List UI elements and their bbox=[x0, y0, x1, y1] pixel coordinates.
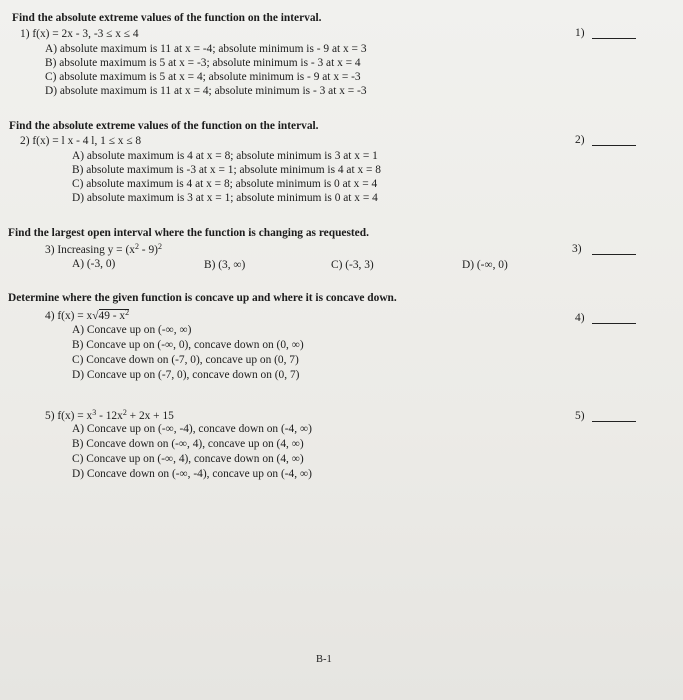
radicand: $49 - x^2$ bbox=[98, 308, 130, 322]
option-5c: C) Concave up on (-∞, 4), concave down on (4, ∞) bbox=[72, 453, 304, 465]
option-5b: B) Concave down on (-∞, 4), concave up on (4, ∞) bbox=[72, 438, 304, 450]
answer-1-blank[interactable] bbox=[592, 38, 636, 39]
option-2a: A) absolute maximum is 4 at x = 8; absolute minimum is 3 at x = 1 bbox=[72, 150, 378, 162]
question-1-label: 1) bbox=[20, 28, 30, 40]
question-1-text: f(x) = 2x - 3, -3 ≤ x ≤ 4 bbox=[32, 28, 139, 40]
option-2c: C) absolute maximum is 4 at x = 8; absolute minimum is 0 at x = 4 bbox=[72, 178, 378, 190]
option-4a: A) Concave up on (-∞, ∞) bbox=[72, 324, 192, 336]
question-5-label: 5) bbox=[45, 410, 55, 422]
question-2-text: f(x) = l x - 4 l, 1 ≤ x ≤ 8 bbox=[32, 135, 142, 147]
answer-4-label: 4) bbox=[575, 312, 585, 324]
option-1b: B) absolute maximum is 5 at x = -3; absolute minimum is - 3 at x = 4 bbox=[45, 57, 361, 69]
answer-5-label: 5) bbox=[575, 410, 585, 422]
option-2b: B) absolute maximum is -3 at x = 1; absolute minimum is 4 at x = 8 bbox=[72, 164, 381, 176]
instruction-1: Find the absolute extreme values of the function on the interval. bbox=[12, 12, 322, 24]
question-3: 3) Increasing $y = (x^2 - 9)^2$ bbox=[45, 242, 162, 256]
question-4-label: 4) bbox=[45, 310, 55, 322]
question-3-label: 3) bbox=[45, 244, 55, 256]
question-2-label: 2) bbox=[20, 135, 30, 147]
question-1 bbox=[20, 28, 139, 40]
answer-1-label: 1) bbox=[575, 27, 585, 39]
question-2 bbox=[20, 135, 141, 147]
option-5d: D) Concave down on (-∞, -4), concave up on (-4, ∞) bbox=[72, 468, 312, 480]
option-4b: B) Concave up on (-∞, 0), concave down on (0, ∞) bbox=[72, 339, 304, 351]
option-2d: D) absolute maximum is 3 at x = 1; absolute minimum is 0 at x = 4 bbox=[72, 192, 378, 204]
option-3d: D) (-∞, 0) bbox=[462, 259, 508, 271]
answer-5-blank[interactable] bbox=[592, 421, 636, 422]
option-4d: D) Concave up on (-7, 0), concave down on (0, 7) bbox=[72, 369, 300, 381]
option-3a: A) (-3, 0) bbox=[72, 258, 116, 270]
question-4: 4) $f(x) = x√49 - x^2$ bbox=[45, 308, 130, 322]
answer-4-blank[interactable] bbox=[592, 323, 636, 324]
option-4c: C) Concave down on (-7, 0), concave up on (0, 7) bbox=[72, 354, 299, 366]
answer-3-label: 3) bbox=[572, 243, 582, 255]
answer-2-blank[interactable] bbox=[592, 145, 636, 146]
answer-3-blank[interactable] bbox=[592, 254, 636, 255]
sqrt-symbol: √ bbox=[92, 310, 99, 322]
option-1c: C) absolute maximum is 5 at x = 4; absolute minimum is - 9 at x = -3 bbox=[45, 71, 361, 83]
instruction-4: Determine where the given function is concave up and where it is concave down. bbox=[8, 292, 397, 304]
question-5: 5) $f(x) = x^3 - 12x^2 + 2x + 15$ bbox=[45, 408, 174, 422]
option-1d: D) absolute maximum is 11 at x = 4; absolute minimum is - 3 at x = -3 bbox=[45, 85, 367, 97]
page-number: B-1 bbox=[316, 654, 332, 665]
option-5a: A) Concave up on (-∞, -4), concave down on (-4, ∞) bbox=[72, 423, 312, 435]
option-3c: C) (-3, 3) bbox=[331, 259, 374, 271]
answer-2-label: 2) bbox=[575, 134, 585, 146]
option-1a: A) absolute maximum is 11 at x = -4; absolute minimum is - 9 at x = 3 bbox=[45, 43, 367, 55]
option-3b: B) (3, ∞) bbox=[204, 259, 246, 271]
instruction-2: Find the absolute extreme values of the function on the interval. bbox=[9, 120, 319, 132]
instruction-3: Find the largest open interval where the function is changing as requested. bbox=[8, 227, 369, 239]
